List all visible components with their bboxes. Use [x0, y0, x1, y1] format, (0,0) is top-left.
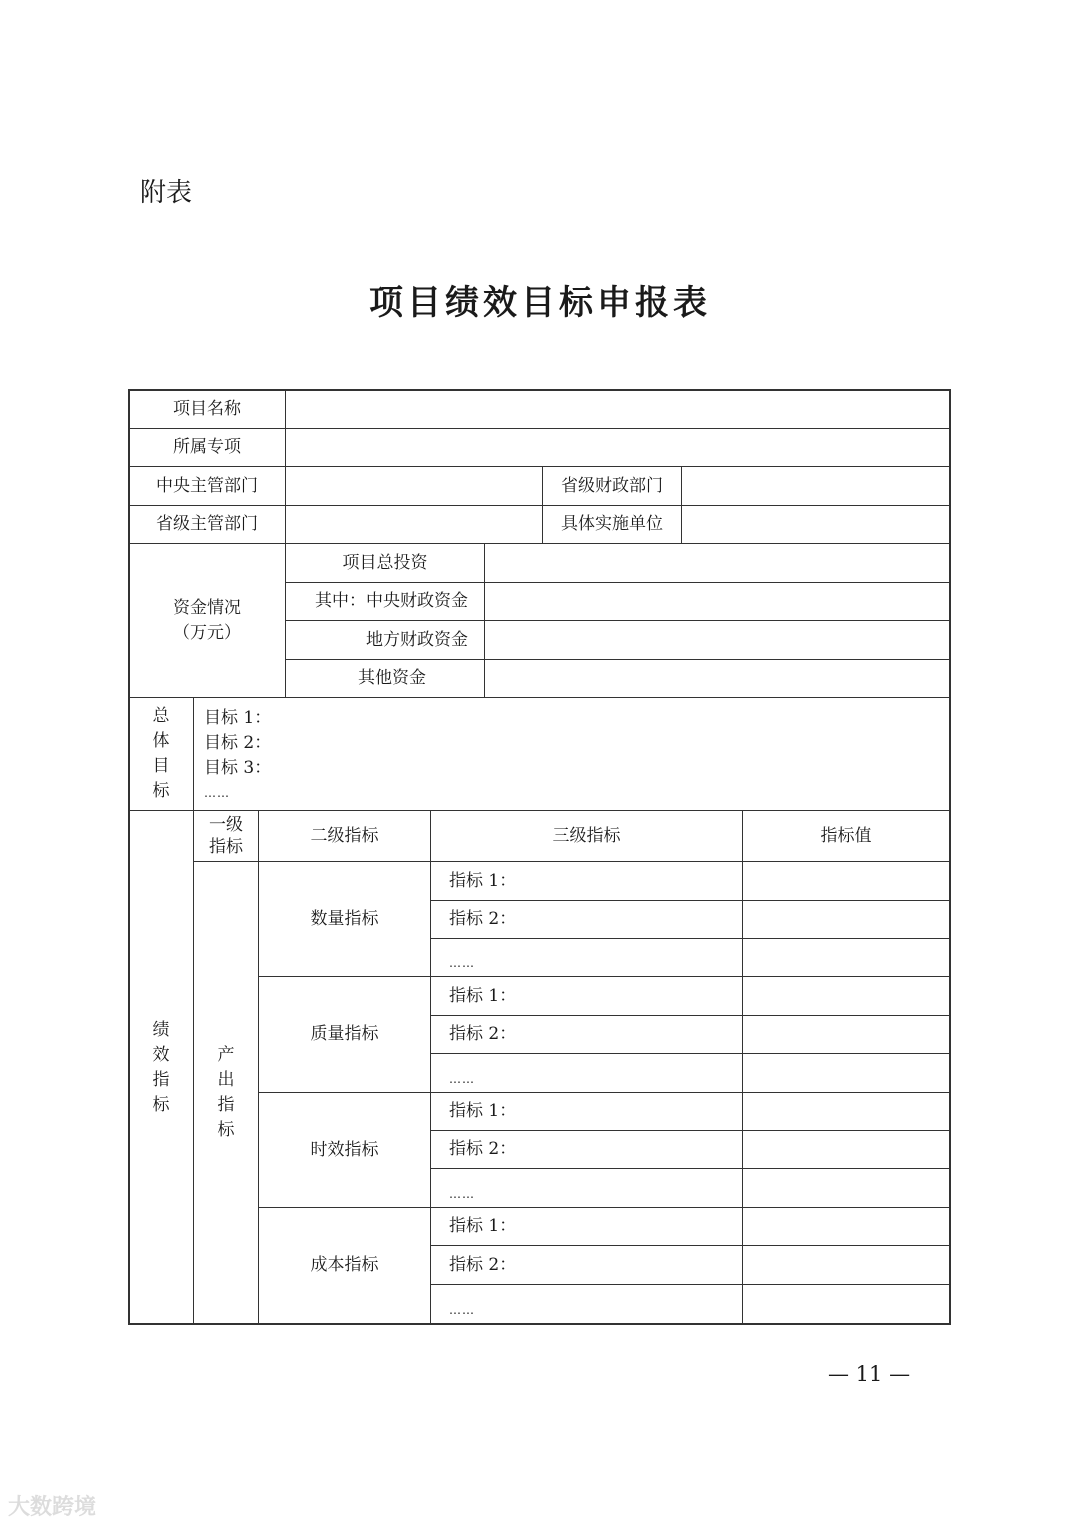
- central-funds-field[interactable]: [485, 583, 949, 620]
- page-title: 项目绩效目标申报表: [369, 283, 711, 323]
- funding-label-line1: 资金情况: [173, 597, 241, 618]
- overall-goals-label: [129, 698, 193, 810]
- level3-item[interactable]: 指标 1：: [449, 1101, 517, 1122]
- other-funds-field[interactable]: [485, 660, 949, 697]
- header-value: 指标值: [820, 825, 872, 846]
- funding-row-label: 其他资金: [358, 668, 426, 689]
- provincial-dept-field[interactable]: [286, 506, 542, 543]
- level3-item[interactable]: 指标 2：: [449, 909, 517, 930]
- project-name-field[interactable]: [286, 390, 949, 428]
- label-char: 标: [152, 781, 170, 801]
- label-char: 总: [152, 706, 170, 726]
- level3-item-ellipsis[interactable]: ……: [449, 1186, 475, 1201]
- funding-row-label: 项目总投资: [342, 552, 428, 573]
- level2-quality: 质量指标: [310, 1024, 379, 1045]
- central-dept-field[interactable]: [286, 467, 542, 505]
- label-char: 效: [152, 1044, 170, 1065]
- level3-item[interactable]: 指标 1：: [449, 985, 517, 1006]
- provincial-finance-label: 省级财政部门: [561, 475, 663, 496]
- funding-label-unit: （万元）: [173, 622, 241, 643]
- page-number: — 11 —: [828, 1362, 911, 1386]
- goal-item: 目标 3：: [204, 758, 272, 778]
- level2-timeliness: 时效指标: [310, 1139, 379, 1160]
- label-char: 标: [217, 1120, 235, 1140]
- level3-item[interactable]: 指标 1：: [449, 870, 517, 891]
- label-char: 指: [217, 1095, 235, 1115]
- goal-item: 目标 2：: [204, 733, 272, 753]
- value-field[interactable]: [743, 939, 949, 976]
- goal-item: 目标 1：: [204, 708, 272, 728]
- header-level2: 二级指标: [310, 825, 379, 846]
- funding-label: [129, 544, 285, 697]
- performance-label: [129, 811, 193, 1324]
- overall-goals-field[interactable]: [204, 706, 271, 806]
- value-field[interactable]: [743, 1285, 949, 1323]
- provincial-finance-field[interactable]: [682, 467, 949, 505]
- level3-item-ellipsis[interactable]: ……: [449, 1302, 475, 1317]
- value-field[interactable]: [743, 977, 949, 1015]
- provincial-dept-label: 省级主管部门: [156, 514, 258, 535]
- value-field[interactable]: [743, 1054, 949, 1092]
- value-field[interactable]: [743, 862, 949, 900]
- value-field[interactable]: [743, 1246, 949, 1284]
- label-char: 指: [152, 1069, 170, 1090]
- level3-item-ellipsis[interactable]: ……: [449, 1071, 475, 1086]
- special-item-label: 所属专项: [173, 437, 241, 458]
- value-field[interactable]: [743, 1131, 949, 1168]
- value-field[interactable]: [743, 901, 949, 938]
- funding-row-label: 地方财政资金: [366, 629, 468, 650]
- header-text: 一级: [209, 815, 243, 835]
- goal-item-ellipsis: ……: [204, 786, 230, 800]
- level3-item[interactable]: 指标 2：: [449, 1024, 517, 1045]
- local-funds-field[interactable]: [485, 621, 949, 659]
- level2-quantity: 数量指标: [310, 908, 379, 929]
- central-dept-label: 中央主管部门: [156, 475, 258, 496]
- appendix-label: 附表: [140, 178, 193, 208]
- label-char: 体: [152, 731, 170, 751]
- level2-cost: 成本指标: [310, 1255, 379, 1276]
- special-item-field[interactable]: [286, 429, 949, 466]
- level3-item-ellipsis[interactable]: ……: [449, 955, 475, 970]
- funding-row-label: 其中：中央财政资金: [315, 591, 468, 612]
- value-field[interactable]: [743, 1169, 949, 1207]
- label-char: 标: [152, 1094, 170, 1115]
- header-level1: [194, 811, 258, 861]
- table-border-right: [949, 389, 951, 1325]
- label-char: 绩: [152, 1019, 170, 1040]
- level3-item[interactable]: 指标 2：: [449, 1139, 517, 1160]
- header-text: 指标: [209, 837, 243, 857]
- level1-output-label: [194, 862, 258, 1324]
- watermark-logo: 大数跨境: [8, 1495, 97, 1520]
- header-level3: 三级指标: [552, 825, 621, 846]
- label-char: 出: [217, 1070, 235, 1090]
- value-field[interactable]: [743, 1208, 949, 1245]
- total-investment-field[interactable]: [485, 544, 949, 582]
- level3-item[interactable]: 指标 2：: [449, 1254, 517, 1275]
- level3-item[interactable]: 指标 1：: [449, 1216, 517, 1237]
- label-char: 目: [152, 756, 170, 776]
- project-name-label: 项目名称: [173, 398, 241, 419]
- divider: [129, 697, 950, 698]
- implementing-unit-label: 具体实施单位: [561, 514, 663, 535]
- value-field[interactable]: [743, 1016, 949, 1053]
- implementing-unit-field[interactable]: [682, 506, 949, 543]
- label-char: 产: [217, 1045, 235, 1065]
- value-field[interactable]: [743, 1093, 949, 1130]
